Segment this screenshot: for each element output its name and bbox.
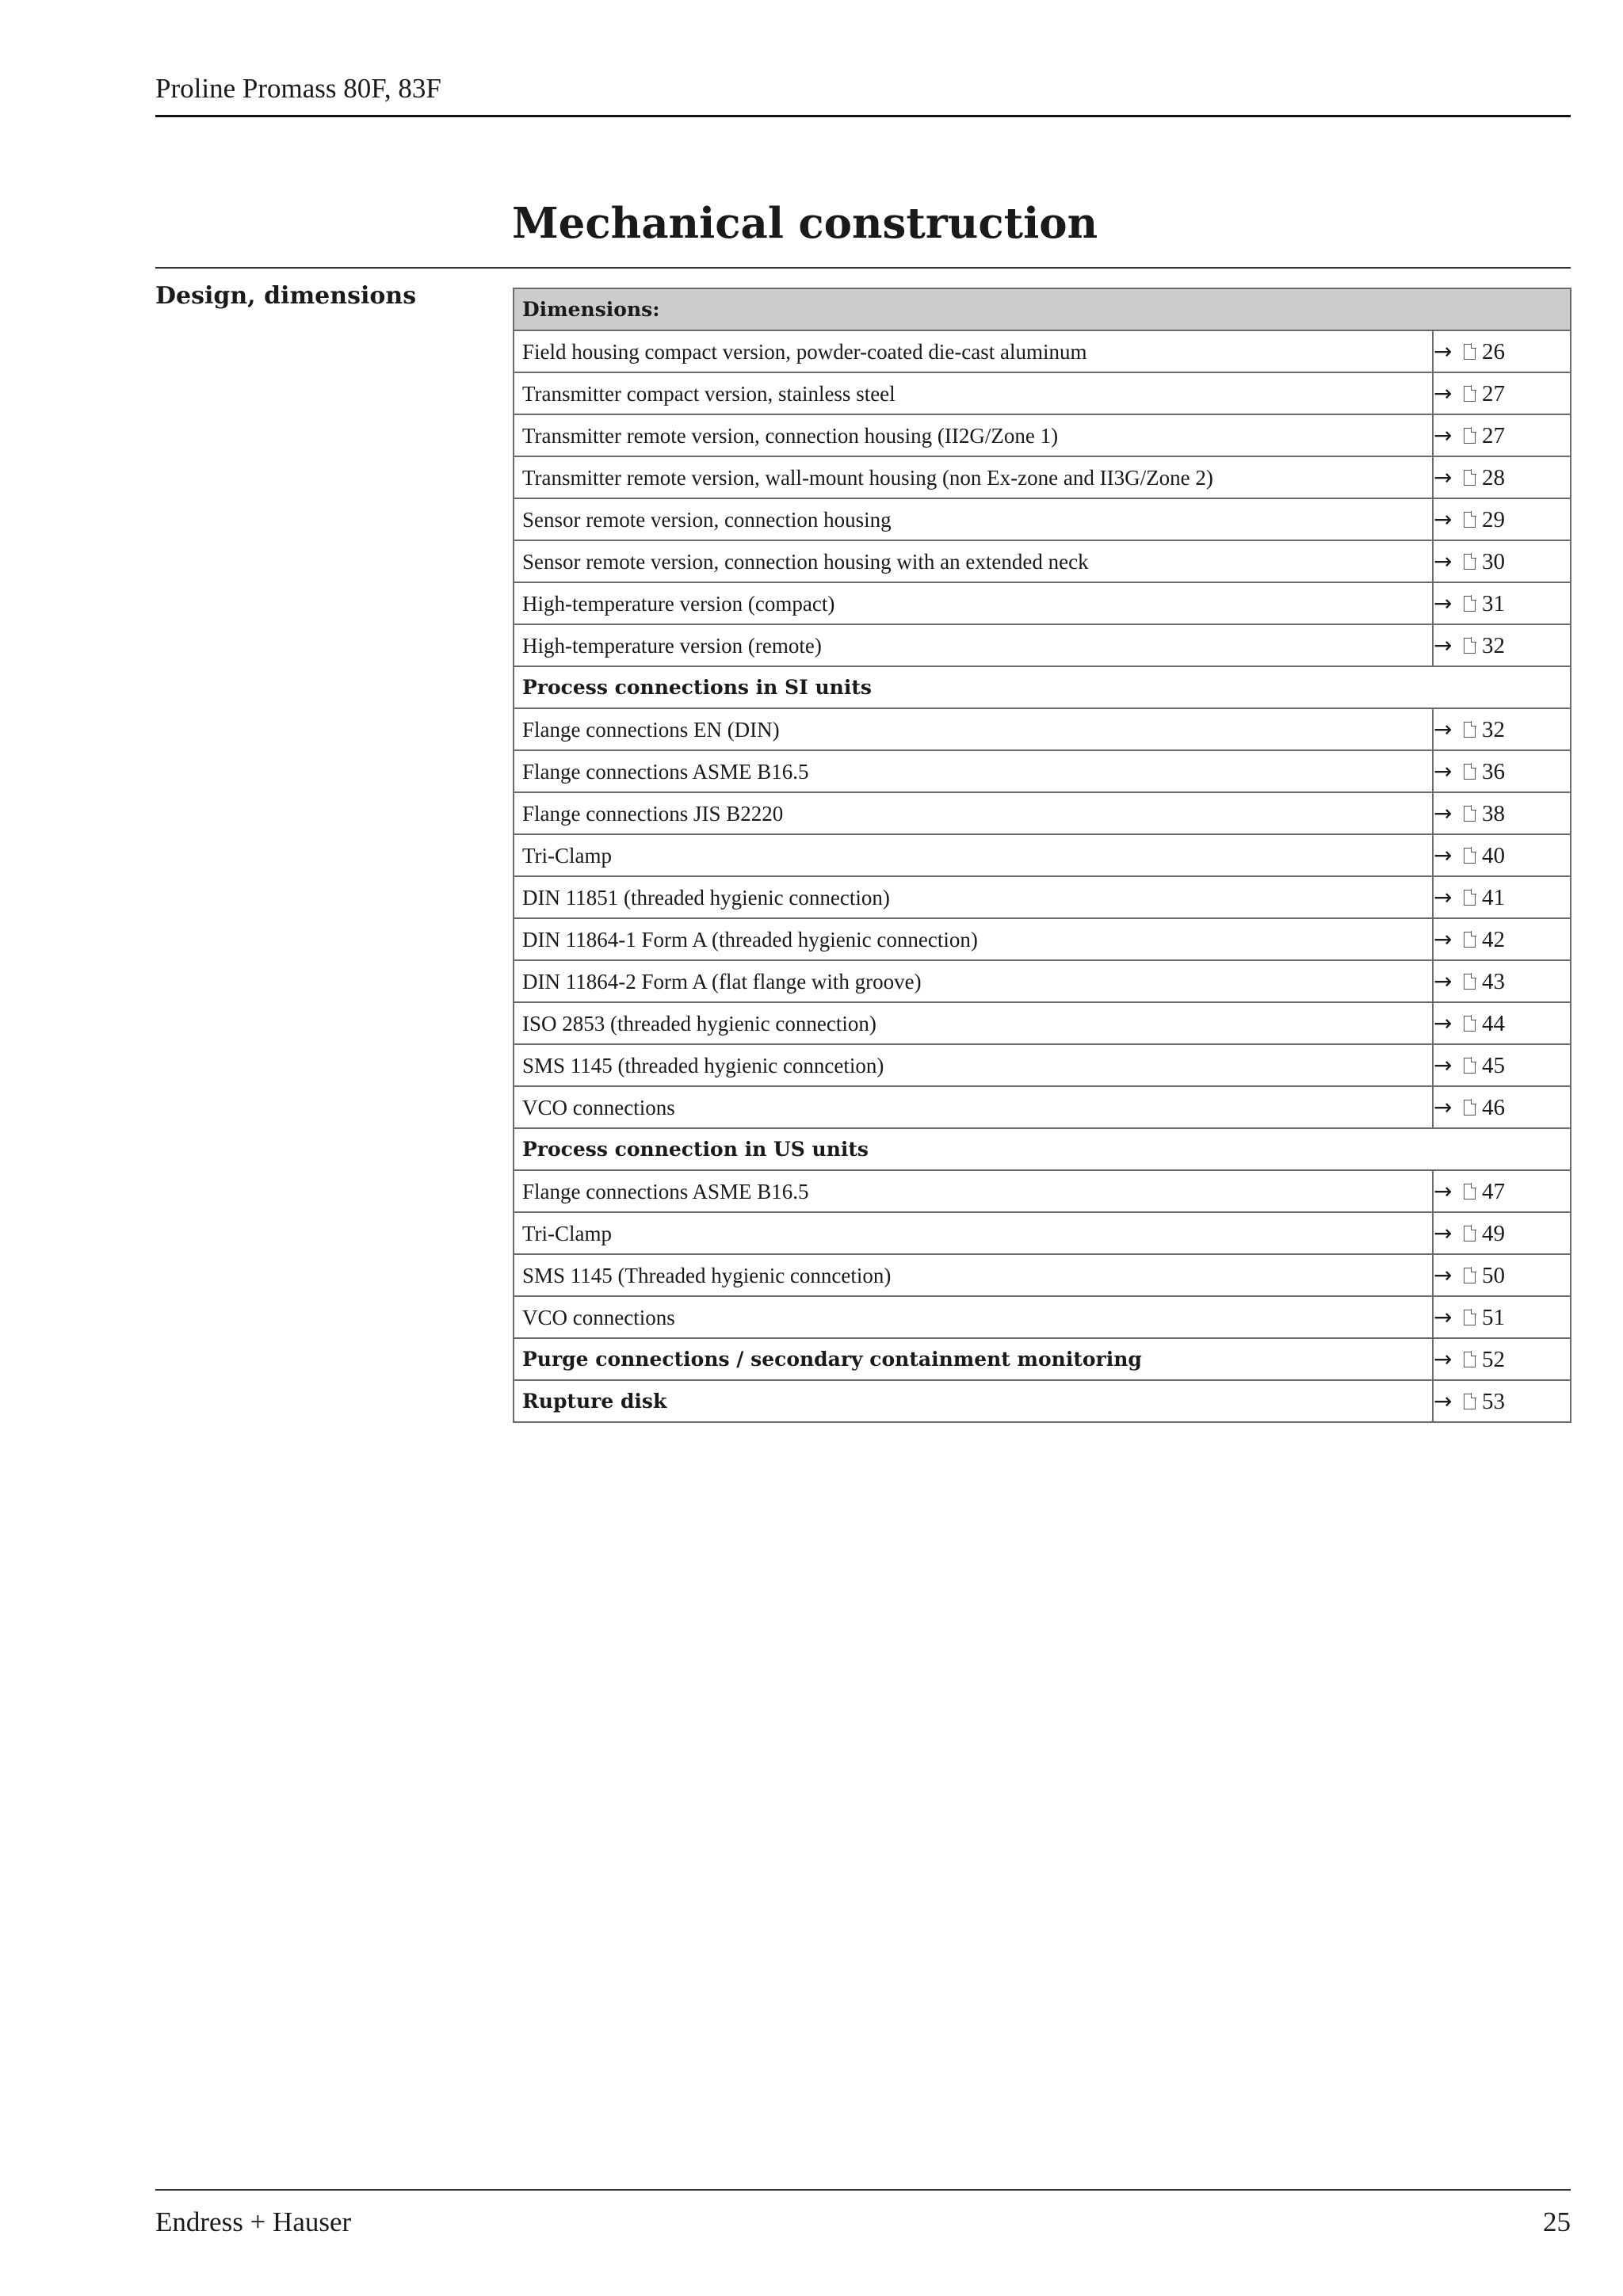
page-icon <box>1464 974 1476 990</box>
page-reference[interactable] <box>1433 708 1571 750</box>
row-description: Rupture disk <box>514 1380 1433 1422</box>
table-group-row <box>514 1128 1571 1170</box>
page-ref-number: 27 <box>1482 380 1505 406</box>
table-row <box>514 708 1571 750</box>
arrow-right-icon: → <box>1434 883 1453 910</box>
row-description: DIN 11851 (threaded hygienic connection) <box>514 876 1433 918</box>
footer-brand: Endress + Hauser <box>155 2206 352 2237</box>
page-ref-number: 26 <box>1482 338 1505 364</box>
page-ref-number: 36 <box>1482 758 1505 784</box>
group-heading: Process connections in SI units <box>514 666 1571 708</box>
arrow-right-icon: → <box>1434 338 1453 364</box>
table-row <box>514 414 1571 456</box>
page-icon <box>1464 1268 1476 1283</box>
arrow-right-icon: → <box>1434 841 1453 868</box>
table-row <box>514 960 1571 1002</box>
page-reference[interactable] <box>1433 1296 1571 1338</box>
arrow-right-icon: → <box>1434 505 1453 532</box>
table-row <box>514 918 1571 960</box>
row-description: High-temperature version (remote) <box>514 624 1433 666</box>
row-description: DIN 11864-1 Form A (threaded hygienic connection) <box>514 918 1433 960</box>
page-reference[interactable] <box>1433 834 1571 876</box>
page-reference[interactable] <box>1433 540 1571 582</box>
row-description: Sensor remote version, connection housing <box>514 498 1433 540</box>
page-icon <box>1464 1016 1476 1032</box>
arrow-right-icon: → <box>1434 1093 1453 1120</box>
page-title: Mechanical construction <box>512 199 1098 248</box>
page-ref-number: 32 <box>1482 716 1505 742</box>
table-row <box>514 1002 1571 1044</box>
page-ref-number: 40 <box>1482 842 1505 868</box>
table-heading-row <box>514 288 1571 330</box>
page-ref-number: 44 <box>1482 1010 1505 1036</box>
arrow-right-icon: → <box>1434 799 1453 826</box>
page-reference[interactable] <box>1433 792 1571 834</box>
page-reference[interactable] <box>1433 330 1571 372</box>
page-reference[interactable] <box>1433 918 1571 960</box>
page-icon <box>1464 1058 1476 1074</box>
arrow-right-icon: → <box>1434 1303 1453 1330</box>
row-description: Purge connections / secondary containment monitoring <box>514 1338 1433 1380</box>
page-icon <box>1464 596 1476 612</box>
page-icon <box>1464 764 1476 780</box>
row-description: Tri-Clamp <box>514 1212 1433 1254</box>
page-reference[interactable] <box>1433 372 1571 414</box>
page-number: 25 <box>1543 2206 1571 2237</box>
row-description: VCO connections <box>514 1296 1433 1338</box>
table-row <box>514 876 1571 918</box>
page-icon <box>1464 806 1476 822</box>
row-description: Transmitter remote version, wall-mount housing (non Ex-zone and II3G/Zone 2) <box>514 456 1433 498</box>
page-ref-number: 32 <box>1482 632 1505 658</box>
arrow-right-icon: → <box>1434 715 1453 742</box>
table-row <box>514 1296 1571 1338</box>
table-row <box>514 834 1571 876</box>
arrow-right-icon: → <box>1434 631 1453 658</box>
arrow-right-icon: → <box>1434 547 1453 574</box>
page-ref-number: 51 <box>1482 1304 1505 1330</box>
table-row <box>514 1380 1571 1422</box>
arrow-right-icon: → <box>1434 925 1453 952</box>
table-row <box>514 456 1571 498</box>
page-ref-number: 38 <box>1482 800 1505 826</box>
page-reference[interactable] <box>1433 582 1571 624</box>
page-icon <box>1464 1352 1476 1367</box>
arrow-right-icon: → <box>1434 1009 1453 1036</box>
row-description: Flange connections EN (DIN) <box>514 708 1433 750</box>
table-row <box>514 750 1571 792</box>
page-icon <box>1464 344 1476 360</box>
section-rule <box>155 267 1571 269</box>
page-icon <box>1464 1394 1476 1409</box>
page-reference[interactable] <box>1433 1086 1571 1128</box>
row-description: Field housing compact version, powder-coated die-cast aluminum <box>514 330 1433 372</box>
table-heading: Dimensions: <box>514 288 1571 330</box>
row-description: SMS 1145 (threaded hygienic conncetion) <box>514 1044 1433 1086</box>
page-ref-number: 41 <box>1482 884 1505 910</box>
row-description: High-temperature version (compact) <box>514 582 1433 624</box>
page-reference[interactable] <box>1433 1212 1571 1254</box>
group-heading: Process connection in US units <box>514 1128 1571 1170</box>
row-description: Flange connections ASME B16.5 <box>514 750 1433 792</box>
row-description: Flange connections ASME B16.5 <box>514 1170 1433 1212</box>
section-label: Design, dimensions <box>155 282 417 310</box>
page-reference[interactable] <box>1433 456 1571 498</box>
page-reference[interactable] <box>1433 1002 1571 1044</box>
table-row <box>514 1044 1571 1086</box>
page-reference[interactable] <box>1433 1254 1571 1296</box>
table-row <box>514 624 1571 666</box>
arrow-right-icon: → <box>1434 1261 1453 1288</box>
row-description: VCO connections <box>514 1086 1433 1128</box>
page-ref-number: 43 <box>1482 968 1505 994</box>
arrow-right-icon: → <box>1434 967 1453 994</box>
page-icon <box>1464 512 1476 528</box>
row-description: Tri-Clamp <box>514 834 1433 876</box>
page-ref-number: 29 <box>1482 506 1505 532</box>
page-ref-number: 28 <box>1482 464 1505 490</box>
page-ref-number: 52 <box>1482 1346 1505 1372</box>
table-group-row <box>514 666 1571 708</box>
table-row <box>514 1212 1571 1254</box>
table-row <box>514 498 1571 540</box>
footer-rule <box>155 2189 1571 2191</box>
page-ref-number: 49 <box>1482 1220 1505 1246</box>
table-row <box>514 540 1571 582</box>
arrow-right-icon: → <box>1434 1387 1453 1414</box>
table-row <box>514 792 1571 834</box>
table-row <box>514 1254 1571 1296</box>
arrow-right-icon: → <box>1434 421 1453 448</box>
arrow-right-icon: → <box>1434 1345 1453 1372</box>
row-description: DIN 11864-2 Form A (flat flange with groove) <box>514 960 1433 1002</box>
page-ref-number: 47 <box>1482 1178 1505 1204</box>
page-reference[interactable] <box>1433 498 1571 540</box>
table-row <box>514 372 1571 414</box>
page-reference[interactable] <box>1433 1170 1571 1212</box>
page-icon <box>1464 428 1476 444</box>
page-icon <box>1464 470 1476 486</box>
page-ref-number: 31 <box>1482 590 1505 616</box>
page-ref-number: 45 <box>1482 1052 1505 1078</box>
table-row <box>514 1170 1571 1212</box>
page-reference[interactable] <box>1433 1380 1571 1422</box>
page-icon <box>1464 848 1476 864</box>
row-description: Sensor remote version, connection housing with an extended neck <box>514 540 1433 582</box>
dimensions-table <box>513 288 1571 1423</box>
page-ref-number: 50 <box>1482 1262 1505 1288</box>
row-description: ISO 2853 (threaded hygienic connection) <box>514 1002 1433 1044</box>
page-reference[interactable] <box>1433 624 1571 666</box>
page-ref-number: 46 <box>1482 1094 1505 1120</box>
page-icon <box>1464 932 1476 948</box>
page-ref-number: 42 <box>1482 926 1505 952</box>
arrow-right-icon: → <box>1434 1219 1453 1246</box>
arrow-right-icon: → <box>1434 589 1453 616</box>
page-reference[interactable] <box>1433 960 1571 1002</box>
table-row <box>514 1086 1571 1128</box>
table-row <box>514 1338 1571 1380</box>
running-header: Proline Promass 80F, 83F <box>155 73 441 104</box>
row-description: Transmitter compact version, stainless steel <box>514 372 1433 414</box>
page-icon <box>1464 554 1476 570</box>
page-icon <box>1464 386 1476 402</box>
page-icon <box>1464 1310 1476 1325</box>
row-description: SMS 1145 (Threaded hygienic conncetion) <box>514 1254 1433 1296</box>
page-reference[interactable] <box>1433 750 1571 792</box>
arrow-right-icon: → <box>1434 1051 1453 1078</box>
page-icon <box>1464 722 1476 738</box>
header-rule <box>155 115 1571 117</box>
page-reference[interactable] <box>1433 1044 1571 1086</box>
page-ref-number: 30 <box>1482 548 1505 574</box>
table-row <box>514 582 1571 624</box>
page-reference[interactable] <box>1433 414 1571 456</box>
table-row <box>514 330 1571 372</box>
page-icon <box>1464 890 1476 906</box>
arrow-right-icon: → <box>1434 757 1453 784</box>
row-description: Transmitter remote version, connection housing (II2G/Zone 1) <box>514 414 1433 456</box>
arrow-right-icon: → <box>1434 463 1453 490</box>
page-icon <box>1464 1226 1476 1241</box>
row-description: Flange connections JIS B2220 <box>514 792 1433 834</box>
page-reference[interactable] <box>1433 1338 1571 1380</box>
arrow-right-icon: → <box>1434 379 1453 406</box>
page-icon <box>1464 638 1476 654</box>
page-icon <box>1464 1184 1476 1199</box>
arrow-right-icon: → <box>1434 1177 1453 1204</box>
page-reference[interactable] <box>1433 876 1571 918</box>
page-ref-number: 27 <box>1482 422 1505 448</box>
page-ref-number: 53 <box>1482 1388 1505 1414</box>
page-icon <box>1464 1100 1476 1116</box>
